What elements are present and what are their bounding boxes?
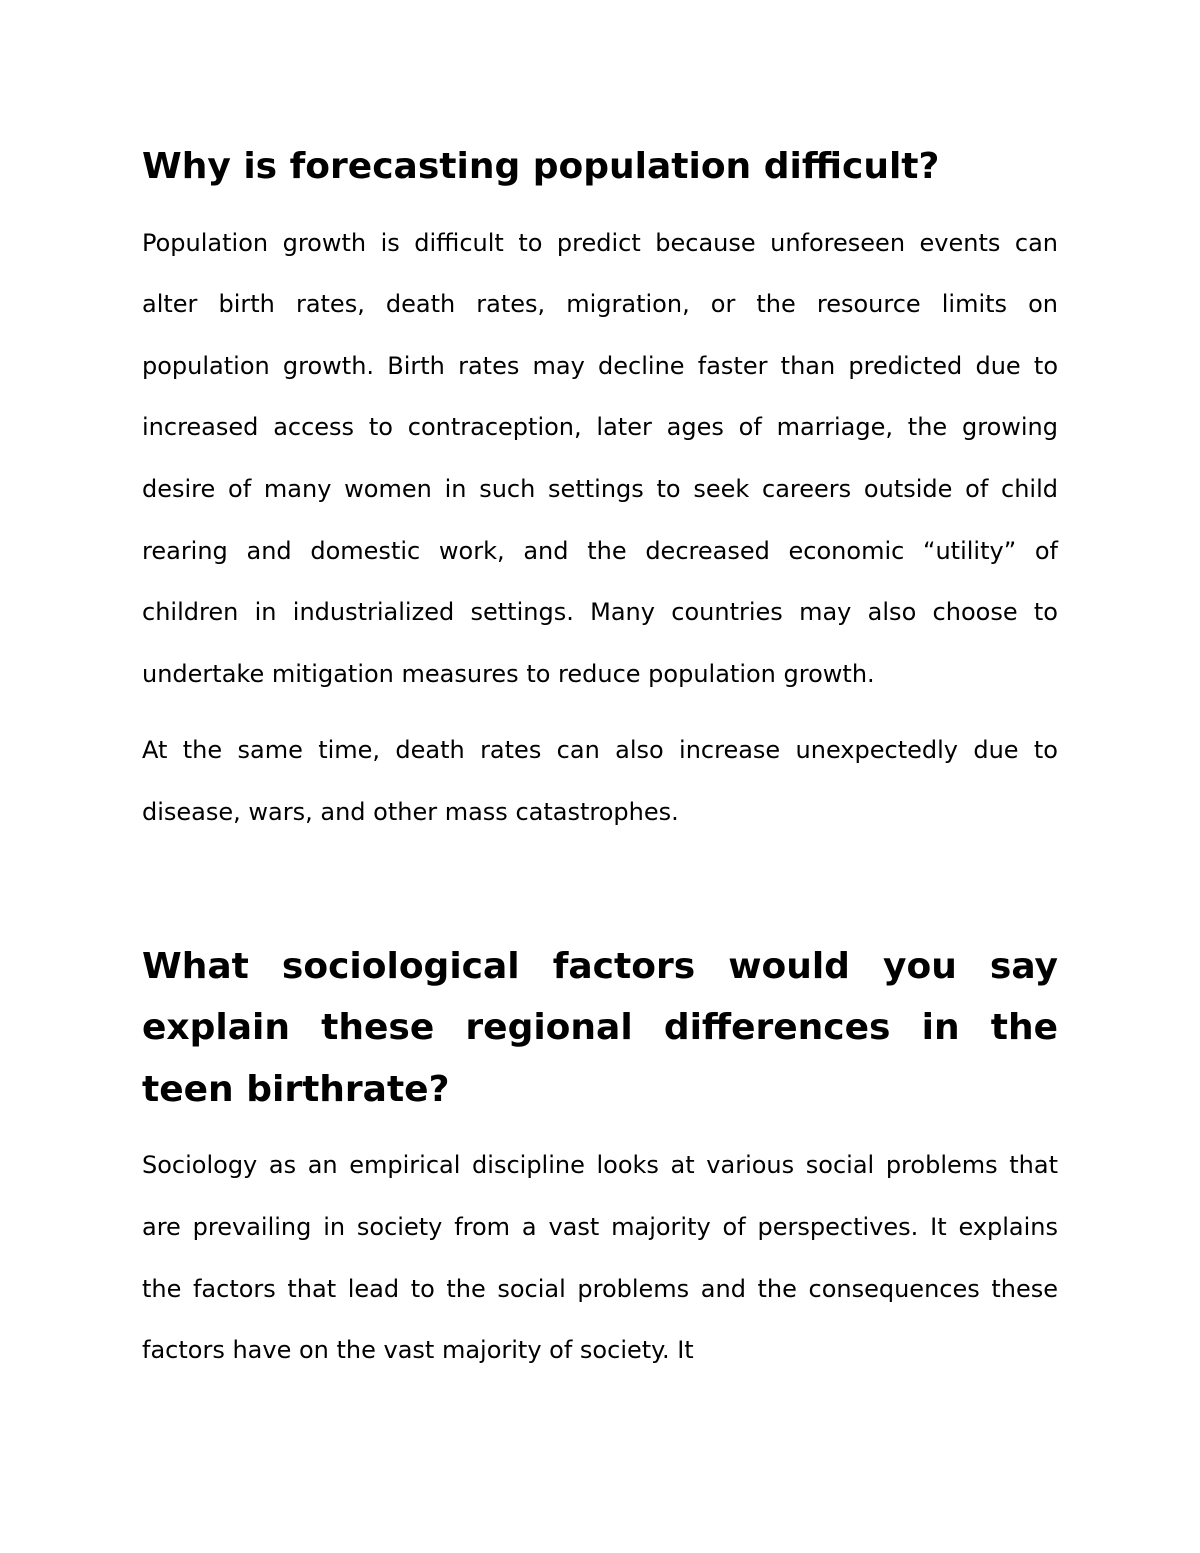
paragraph-sociology: Sociology as an empirical discipline looks at various social problems that are prevailing in society from a vast majority of perspectives. It explains the factors that lead to the social problems and the consequences these factors have on the vast majority of society. It <box>142 1151 1058 1365</box>
paragraph-death-rates: At the same time, death rates can also increase unexpectedly due to disease, wars, and other mass catastrophes. <box>142 736 1058 826</box>
paragraph-population-growth: Population growth is difficult to predict because unforeseen events can alter birth rates, death rates, migration, or the resource limits on population growth. Birth rates may decline faster than predicted due to increased access to contraception, later ages of marriage, the growing desire of many women in such settings to seek careers outside of child rearing and domestic work, and the decreased economic “utility” of children in industrialized settings. Many countries may also choose to undertake mitigation measures to reduce population growth. <box>142 228 1058 688</box>
document-body <box>142 136 1058 1382</box>
section-heading-forecasting: Why is forecasting population difficult? <box>142 146 940 187</box>
section-heading-sociological-factors: What sociological factors would you say explain these regional differences in the teen birthrate? <box>142 945 1058 1110</box>
